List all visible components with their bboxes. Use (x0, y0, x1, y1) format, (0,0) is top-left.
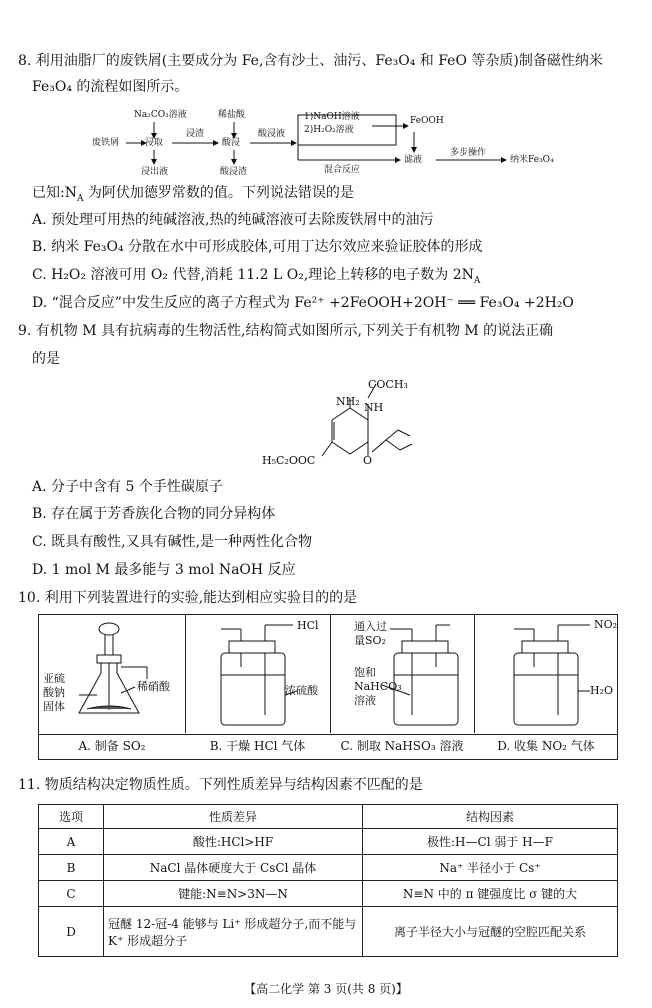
q9-option-d: D. 1 mol M 最多能与 3 mol NaOH 反应 (32, 562, 296, 578)
caption-c: C. 制取 NaHSO₃ 溶液 (340, 739, 464, 753)
label-c5: 溶液 (354, 694, 376, 707)
q8-option-d: D. “混合反应”中发生反应的离子方程式为 Fe²⁺ +2FeOOH+2OH⁻ ══ Fe₃O₄ +2H₂O (32, 295, 574, 311)
q9-option-b: B. 存在属于芳香族化合物的同分异构体 (32, 506, 276, 522)
flow-hcl: 稀盐酸 (218, 110, 246, 120)
q8-option-c-sub: A (473, 275, 481, 286)
page-footer: 【高二化学 第 3 页(共 8 页)】 (244, 982, 408, 996)
caption-b: B. 干燥 HCl 气体 (209, 739, 306, 753)
q11-table (38, 804, 618, 957)
struct-ester: H₅C₂OOC (262, 454, 316, 467)
flow-soak: 浸取 (145, 138, 164, 148)
flow-product: 纳米Fe₃O₄ (510, 155, 554, 165)
cell-property: NaCl 晶体硬度大于 CsCl 晶体 (104, 855, 363, 881)
label-a3: 固体 (43, 700, 65, 713)
flow-na2co3: Na₂CO₃溶液 (134, 110, 187, 120)
header-factor: 结构因素 (363, 805, 618, 829)
cell-option: B (39, 855, 104, 881)
flow-naoh: 1)NaOH溶液 (304, 112, 360, 122)
cell-factor: 极性:H—Cl 弱于 H—F (363, 829, 618, 855)
label-c4: NaHCO₃ (354, 680, 402, 693)
q10-apparatus-table (38, 614, 618, 760)
q8-known-rest: 为阿伏加德罗常数的值。下列说法错误的是 (83, 185, 354, 201)
q8-known-sub: A (76, 193, 84, 204)
struct-cococh3: COCH₃ (368, 378, 408, 391)
caption-d: D. 收集 NO₂ 气体 (497, 739, 595, 753)
q8-option-a: A. 预处理可用热的纯碱溶液,热的纯碱溶液可去除废铁屑中的油污 (32, 212, 434, 228)
flow-scrap: 废铁屑 (92, 138, 120, 148)
q10-stem: 10. 利用下列装置进行的实验,能达到相应实验目的的是 (18, 590, 358, 606)
label-a4: 稀硝酸 (137, 680, 170, 693)
q8-option-c (32, 266, 480, 290)
flow-filtrate: 滤液 (404, 155, 423, 165)
wash-bottle-diagram (330, 615, 474, 733)
apparatus-c (330, 615, 475, 733)
table-row (39, 907, 618, 957)
q9-option-a: A. 分子中含有 5 个手性碳原子 (32, 479, 223, 495)
flow-leach-liquid: 浸出液 (141, 167, 169, 177)
q8-stem-line2: Fe₃O₄ 的流程如图所示。 (32, 79, 189, 95)
cell-factor: N≡N 中的 π 键强度比 σ 键的大 (363, 881, 618, 907)
cell-property: 键能:N≡N>3N—N (104, 881, 363, 907)
table-row (39, 829, 618, 855)
label-a1: 亚硫 (43, 672, 65, 685)
label-b-liq: 浓硫酸 (285, 684, 318, 697)
label-b-gas: HCl (297, 619, 319, 632)
flow-residue1: 浸渣 (186, 129, 205, 139)
q8-stem-line1: 8. 利用油脂厂的废铁屑(主要成分为 Fe,含有沙土、油污、Fe₃O₄ 和 FeO 等杂质)制备磁性纳米 (18, 53, 603, 69)
label-c3: 饱和 (354, 666, 376, 679)
flow-multi: 多步操作 (450, 148, 487, 158)
cell-factor: 离子半径大小与冠醚的空腔匹配关系 (363, 907, 618, 957)
header-property: 性质差异 (104, 805, 363, 829)
cell-option: A (39, 829, 104, 855)
apparatus-d (474, 615, 618, 733)
collect-bottle-diagram (474, 615, 618, 733)
flow-acid-soak: 酸浸 (222, 138, 241, 148)
flow-acid-residue: 酸浸渣 (220, 167, 248, 177)
struct-nh: NH (364, 401, 384, 414)
struct-nh2: NH₂ (336, 395, 360, 408)
flow-feooh: FeOOH (410, 116, 444, 126)
struct-o: O (363, 454, 373, 467)
label-c2: 量SO₂ (354, 634, 386, 647)
table-row (39, 855, 618, 881)
q9-option-c: C. 既具有酸性,又具有碱性,是一种两性化合物 (32, 534, 313, 550)
flow-h2o2: 2)H₂O₂溶液 (304, 125, 354, 135)
cell-option: C (39, 881, 104, 907)
cell-option: D (39, 907, 104, 957)
label-c1: 通入过 (354, 620, 387, 633)
apparatus-a (39, 615, 186, 733)
flow-mix: 混合反应 (324, 165, 361, 175)
table-header-row (39, 805, 618, 829)
cell-property: 冠醚 12-冠-4 能够与 Li⁺ 形成超分子,而不能与 K⁺ 形成超分子 (104, 907, 363, 957)
flow-acid-liquid: 酸浸液 (258, 129, 286, 139)
q8-option-b: B. 纳米 Fe₃O₄ 分散在水中可形成胶体,可用丁达尔效应来验证胶体的形成 (32, 239, 483, 255)
q8-option-c-text: C. H₂O₂ 溶液可用 O₂ 代替,消耗 11.2 L O₂,理论上转移的电子数为 2N (32, 267, 474, 283)
q9-stem-line1: 9. 有机物 M 具有抗病毒的生物活性,结构简式如图所示,下列关于有机物 M 的说法正确 (18, 323, 554, 339)
caption-a: A. 制备 SO₂ (78, 739, 146, 753)
label-a2: 酸钠 (43, 686, 65, 699)
cell-factor: Na⁺ 半径小于 Cs⁺ (363, 855, 618, 881)
caption-divider (39, 734, 617, 735)
label-d-gas: NO₂ (594, 618, 618, 631)
table-row (39, 881, 618, 907)
q8-known-text: 已知:N (32, 185, 77, 201)
q9-stem-line2: 的是 (32, 351, 60, 367)
header-option: 选项 (39, 805, 104, 829)
apparatus-b (185, 615, 331, 733)
label-d-liq: H₂O (590, 684, 614, 697)
cell-property: 酸性:HCl>HF (104, 829, 363, 855)
drying-bottle-diagram (185, 615, 330, 733)
q8-known (32, 184, 354, 208)
flowchart-arrows (0, 0, 652, 190)
q11-stem: 11. 物质结构决定物质性质。下列性质差异与结构因素不匹配的是 (18, 777, 423, 793)
